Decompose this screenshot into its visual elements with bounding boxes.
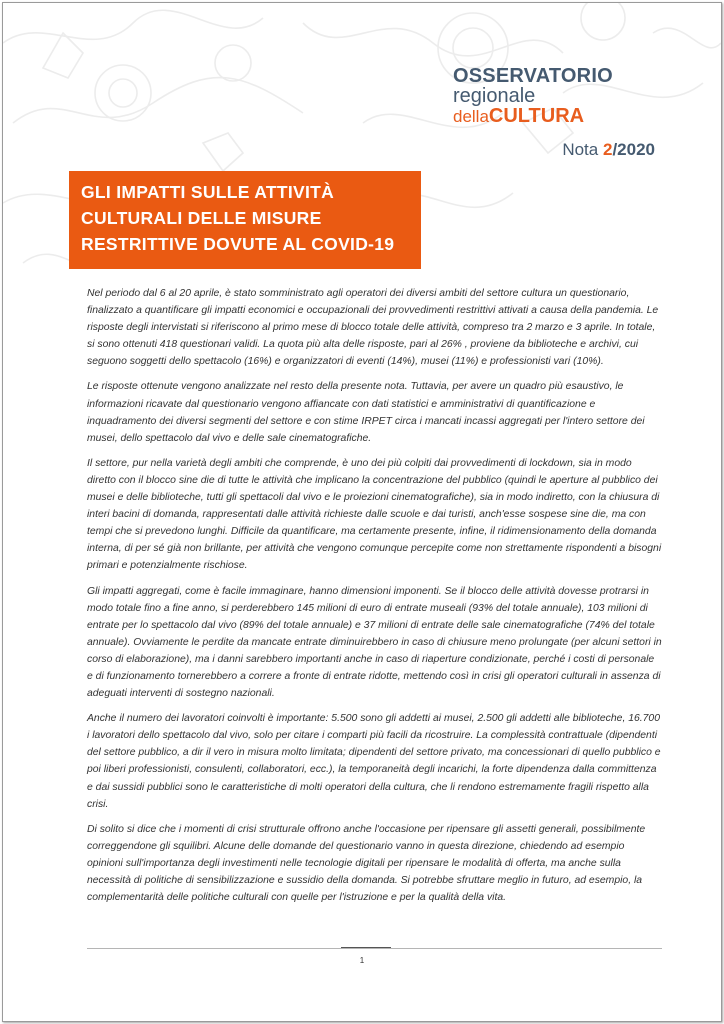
logo-cultura: CULTURA xyxy=(488,105,585,127)
page-number: 1 xyxy=(359,956,365,965)
paragraph-5: Anche il numero dei lavoratori coinvolti è importante: 5.500 sono gli addetti ai musei, 2.500 gli addetti alle biblioteche, 16.700 i lavoratori dello spettacolo dal vivo, solo per citare i comparti più facili da ricostruire. La complessità contrattuale (dipendenti del settore pubblico, a dir il vero in misura molto limitata; dipendenti del settore privato, ma concessionari di quello pubblico e poi liberi professionisti, consulenti, collaboratori, ecc.), la temporaneità degli incarichi, la forte dipendenza dalla committenza e dai sussidi pubblici sono le caratteristiche di molti operatori della cultura, che li rendono estremamente fragili rispetto alla crisi. xyxy=(87,713,661,810)
page-number-rule xyxy=(341,947,391,948)
logo-line-1: OSSERVATORIO xyxy=(453,65,613,87)
document-page xyxy=(2,2,722,1022)
paragraph-3: Il settore, pur nella varietà degli ambiti che comprende, è uno dei più colpiti dai provvedimenti di lockdown, sia in modo diretto con il blocco sine die di tutte le attività che implicano la concentrazione del pubblico (quindi le aperture al pubblico dei musei e delle biblioteche, tutti gli spettacoli dal vivo e le proiezioni cinematografiche), sia in modo indiretto, con la chiusura di interi bacini di domanda, rappresentati dalle attività richieste dalle scuole e dai turisti, anch'esse sospese sine die, ma con tempi che si prevedono lunghi. Difficile da quantificare, ma certamente presente, infine, il ridimensionamento della domanda interna, di per sé già non brillante, per attività che vengono comunque percepite come non strettamente rispondenti a bisogni primari e potenzialmente rischiose. xyxy=(87,457,662,572)
note-number xyxy=(562,140,655,160)
paragraph-2: Le risposte ottenute vengono analizzate nel resto della presente nota. Tuttavia, per avere un quadro più esaustivo, le informazioni ricavate dal questionario vengono affiancate con dati statistici e amministrativi di quantificazione e inquadramento dei diversi segmenti del settore e con stime IRPET circa i mancati incassi aggregati per l'intero settore dei musei, dello spettacolo dal vivo e delle sale cinematografiche. xyxy=(87,381,645,444)
body-text xyxy=(87,285,662,914)
paragraph-6: Di solito si dice che i momenti di crisi strutturale offrono anche l'occasione per ripensare gli assetti generali, possibilmente correggendone gli squilibri. Alcune delle domande del questionario vanno in questa direzione, chiedendo ad esempio opinioni sull'importanza degli investimenti nelle tecnologie digitali per ripensare le modalità di offerta, ma anche sulla necessità di politiche di sensibilizzazione e sussidio della domanda. Si potrebbe sfruttare meglio in futuro, ad esempio, la complementarità delle politiche culturali con quelle per l'istruzione e per la qualità della vita. xyxy=(87,823,646,904)
title-line-1: GLI IMPATTI SULLE ATTIVITÀ xyxy=(81,182,335,202)
note-year: /2020 xyxy=(612,140,655,159)
title-line-2: CULTURALI DELLE MISURE xyxy=(81,208,322,228)
footer-rule xyxy=(87,948,662,949)
osservatorio-logo xyxy=(453,66,653,127)
logo-line-3 xyxy=(453,106,653,127)
note-label: Nota xyxy=(562,140,599,159)
title-banner xyxy=(69,171,421,269)
logo-della: della xyxy=(453,107,489,126)
paragraph-1: Nel periodo dal 6 al 20 aprile, è stato somministrato agli operatori dei diversi ambiti del settore cultura un questionario, finalizzato a quantificare gli impatti economici e occupazionali dei provvedimenti restrittivi attivati a causa della pandemia. Le risposte degli intervistati si riferiscono al primo mese di blocco totale delle attività, compreso tra 2 marzo e 3 aprile. In totale, si sono ottenuti 418 questionari validi. La quota più alta delle risposte, pari al 26% , proviene da biblioteche e archivi, cui seguono soggetti dello spettacolo (16%) e organizzatori di eventi (14%), musei (11%) e professionisti vari (10%). xyxy=(87,288,659,368)
title-line-3: RESTRITTIVE DOVUTE AL COVID-19 xyxy=(81,234,395,254)
logo-line-2: regionale xyxy=(453,85,536,107)
paragraph-4: Gli impatti aggregati, come è facile immaginare, hanno dimensioni imponenti. Se il blocco delle attività dovesse protrarsi in modo totale fino a fine anno, si perderebbero 145 milioni di euro di entrate museali (93% del totale annuale), 103 milioni di entrate per lo spettacolo dal vivo (89% del totale annuale) e 37 milioni di entrate delle sale cinematografiche (74% del totale annuale). Ovviamente le perdite da mancate entrate diminuirebbero in caso di chiusure meno prolungate (per alcuni settori in corso di elaborazione), ma i danni sarebbero importanti anche in caso di riaperture condizionate, perché i costi di personale e di funzionamento tornerebbero a correre a fronte di entrate ridotte, mettendo così in crisi gli operatori culturali in assenza di adeguati interventi di sostegno nazionali. xyxy=(87,585,662,700)
note-issue: 2 xyxy=(602,140,613,159)
